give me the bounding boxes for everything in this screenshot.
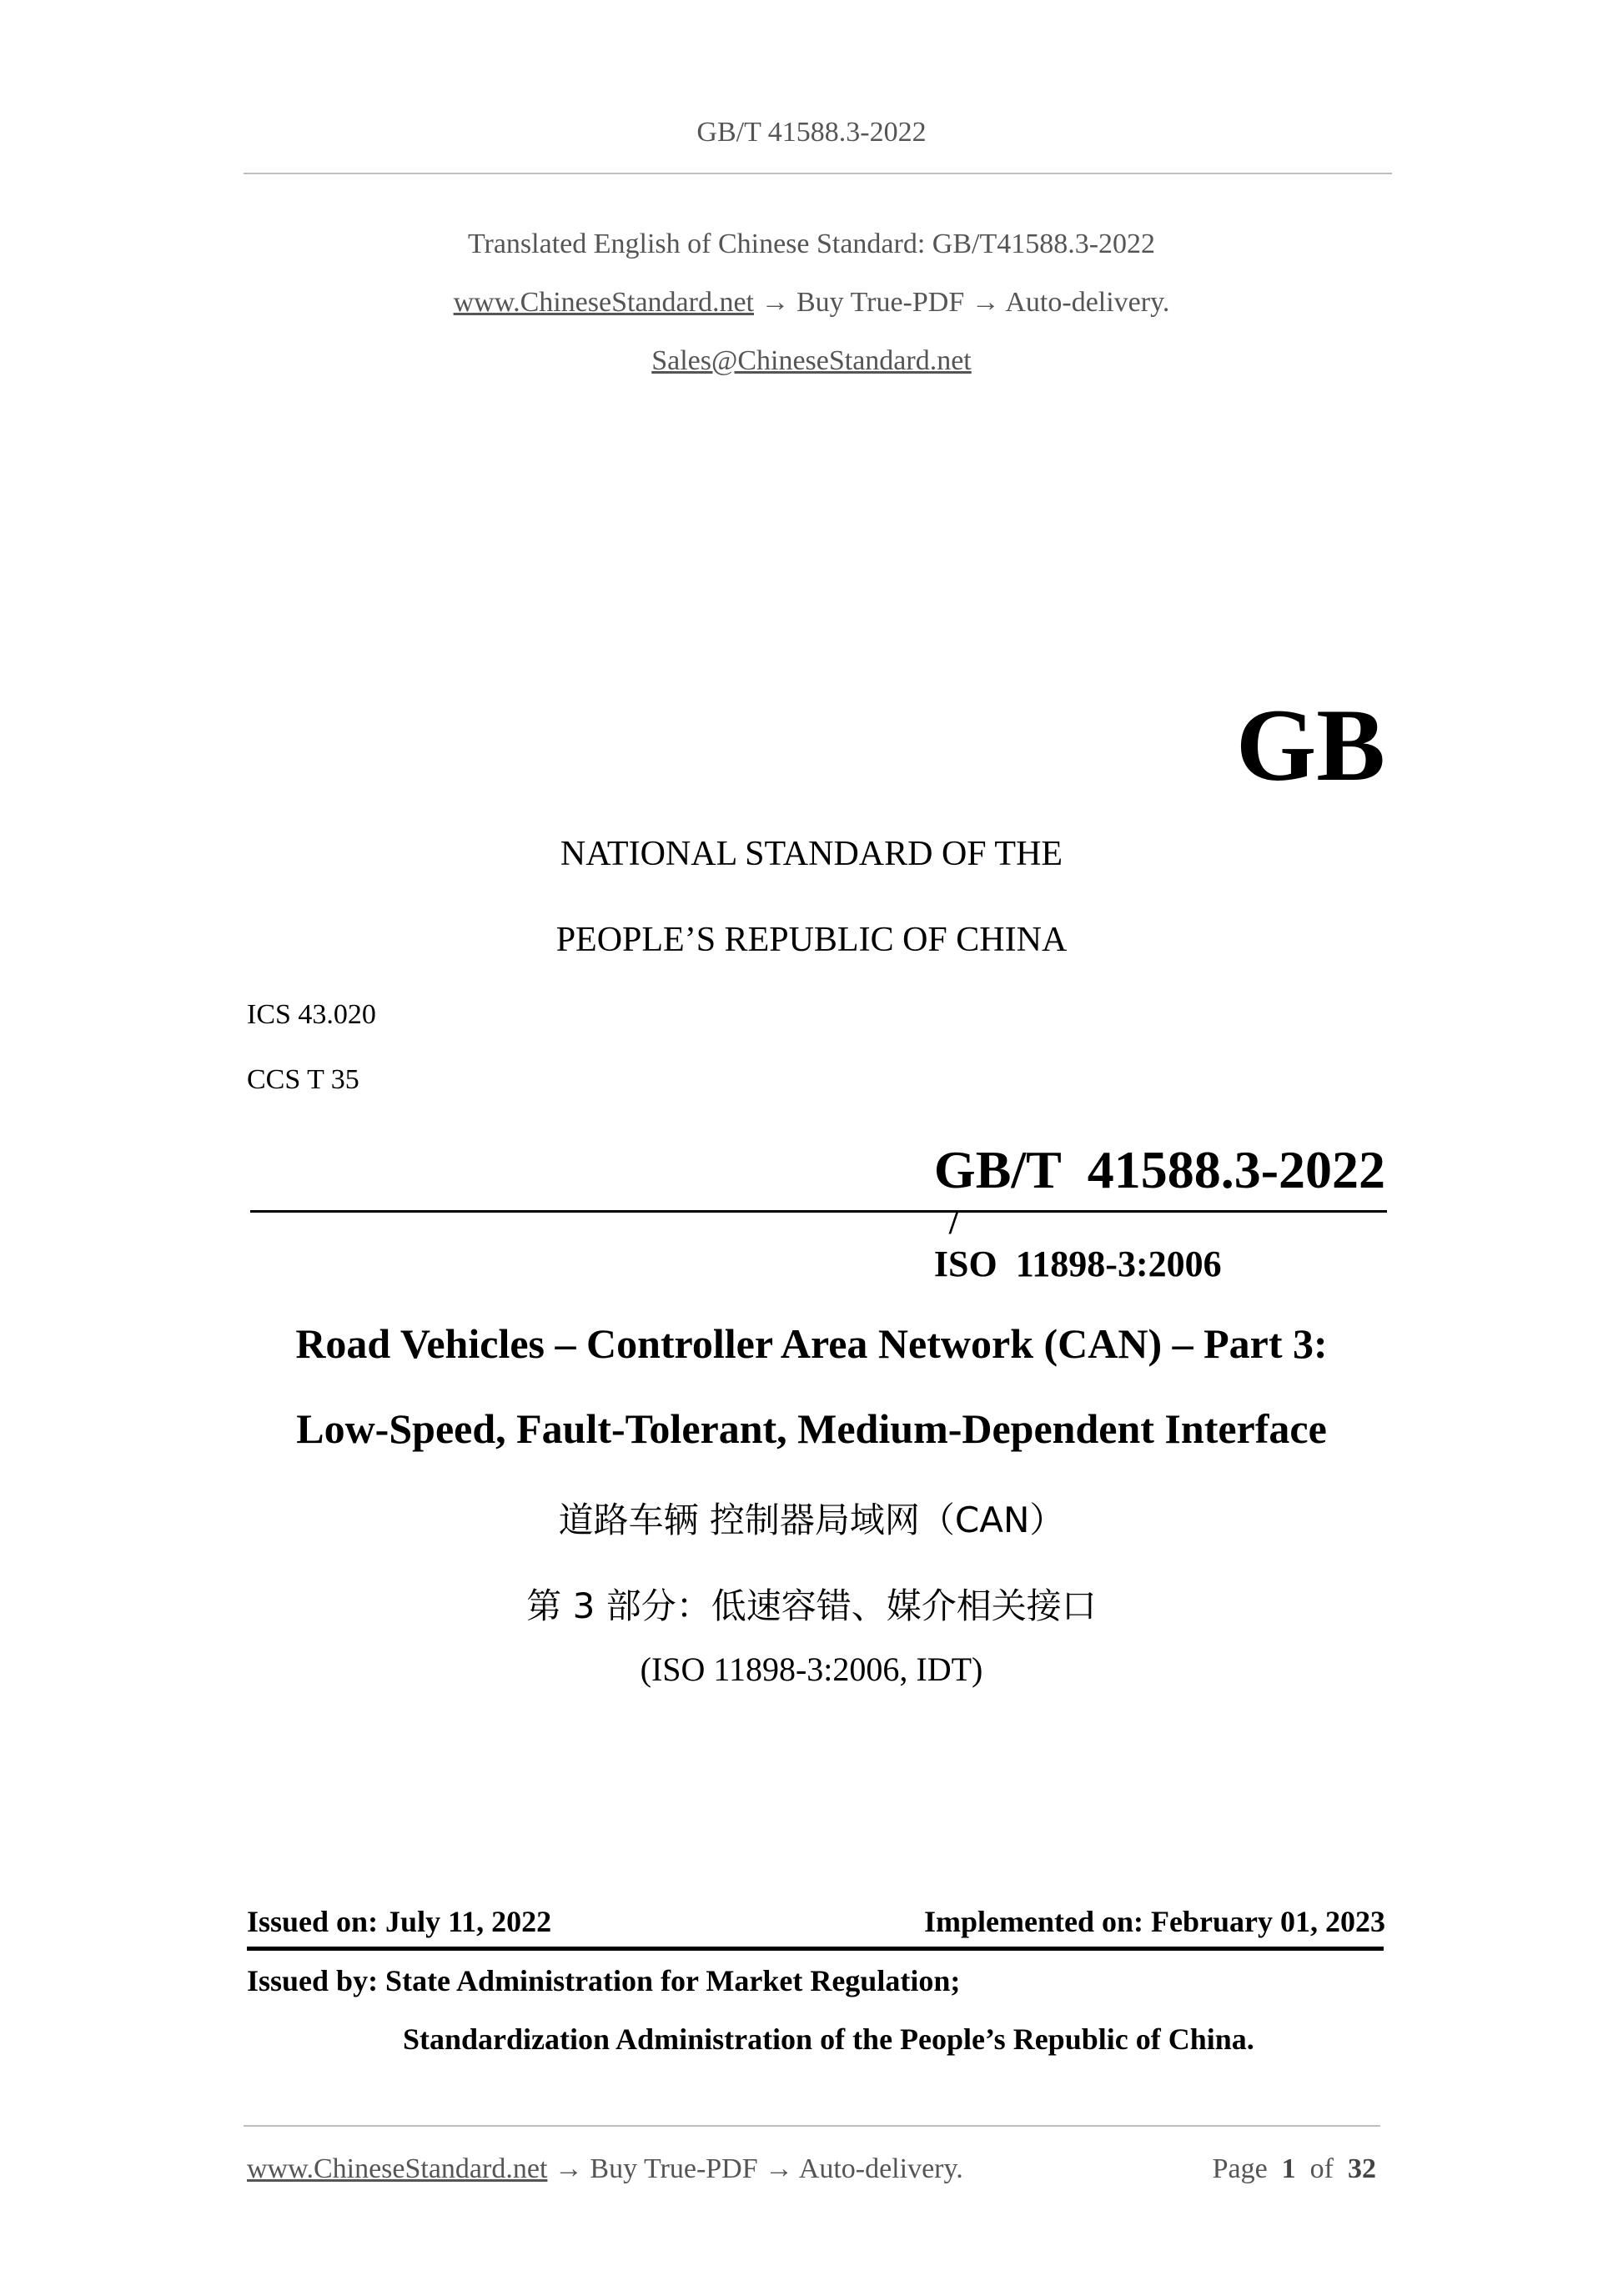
national-standard-line2: PEOPLE’S REPUBLIC OF CHINA [555,921,1068,959]
iso-number: ISO 11898-3:2006 [933,1243,1222,1284]
implemented-on: Implemented on: February 01, 2023 [924,1905,1385,1938]
issued-on: Issued on: July 11, 2022 [247,1905,552,1938]
buy-text: → Buy True-PDF → Auto-delivery. [761,287,1170,318]
translation-notice: Translated English of Chinese Standard: GB/T41588.3-2022 [467,229,1156,259]
standard-slash: / [948,1203,959,1241]
site-link[interactable]: www.ChineseStandard.net [453,287,754,318]
page-label: Page [1212,2153,1268,2184]
page-total: 32 [1348,2153,1376,2184]
standard-number-rule [250,1210,1387,1213]
purchase-notice [0,287,1623,319]
iso-reference: (ISO 11898-3:2006, IDT) [640,1650,983,1688]
footer-site-link[interactable]: www.ChineseStandard.net [247,2153,548,2184]
issued-by-line2: Standardization Administration of the People’s Republic of China. [403,2022,1254,2056]
gb-logo: GB [1235,688,1385,802]
issue-rule [247,1947,1384,1951]
of-label: of [1309,2153,1334,2184]
standard-number: GB/T 41588.3-2022 [933,1140,1385,1200]
title-cn-line1: 道路车辆 控制器局域网（CAN） [558,1500,1065,1540]
footer-rule [244,2125,1380,2127]
issued-by-line1: Issued by: State Administration for Market Regulation; [247,1964,961,1997]
standard-number-line [927,1123,1385,1287]
title-en-line2: Low-Speed, Fault-Tolerant, Medium-Dependent Interface [296,1405,1327,1452]
header-rule [244,173,1392,174]
page-counter [1213,2153,1376,2185]
title-en-line1: Road Vehicles – Controller Area Network (CAN) – Part 3: [295,1320,1328,1367]
sales-email-line [0,345,1623,377]
national-standard-line1: NATIONAL STANDARD OF THE [560,835,1063,873]
title-cn-line2: 第 3 部分：低速容错、媒介相关接口 [526,1585,1097,1626]
ccs-code: CCS T 35 [247,1064,359,1095]
footer-buy-text: → Buy True-PDF → Auto-delivery. [554,2153,963,2184]
footer-purchase [247,2153,963,2185]
page-number: 1 [1281,2153,1296,2184]
ics-code: ICS 43.020 [247,999,376,1030]
sales-email-link[interactable]: Sales@ChineseStandard.net [651,345,972,376]
running-header: GB/T 41588.3-2022 [696,117,927,148]
